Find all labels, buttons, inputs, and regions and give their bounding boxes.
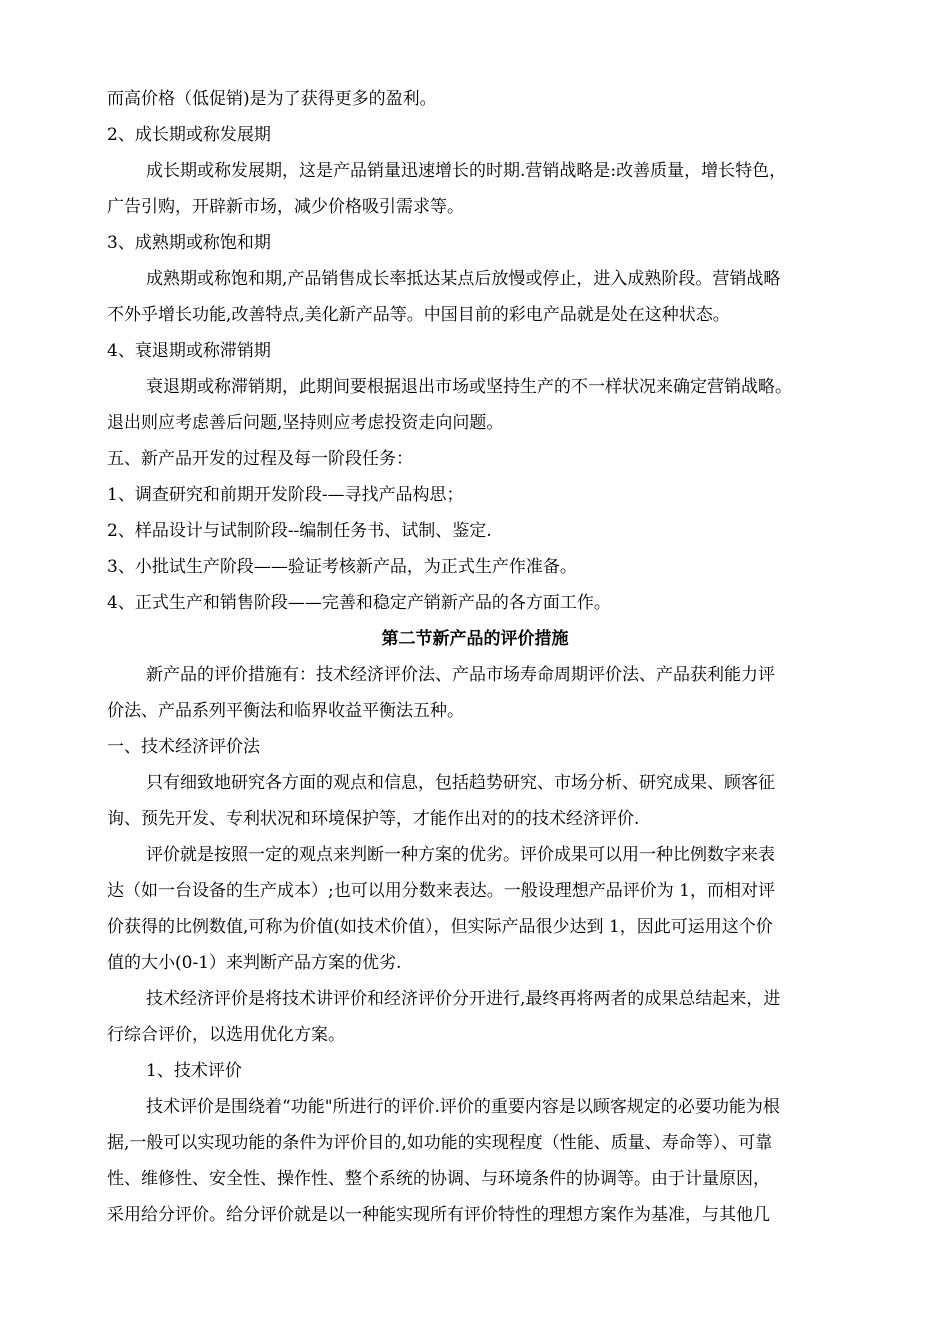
subsection-heading: 1、技术评价 <box>146 1061 242 1081</box>
paragraph-line: 广告引购，开辟新市场，减少价格吸引需求等。 <box>107 197 464 217</box>
subsection-heading: 2、成长期或称发展期 <box>107 125 271 145</box>
chapter-section-title: 第二节新产品的评价措施 <box>381 629 569 649</box>
text-line: 而高价格（低促销)是为了获得更多的盈利。 <box>107 89 437 109</box>
paragraph-line: 达（如一台设备的生产成本）;也可以用分数来表达。一般设理想产品评价为 1，而相对评 <box>107 881 775 901</box>
paragraph-line: 技术评价是围绕着“功能"所进行的评价.评价的重要内容是以顾客规定的必要功能为根 <box>146 1097 780 1117</box>
paragraph-line: 价法、产品系列平衡法和临界收益平衡法五种。 <box>107 701 464 721</box>
paragraph-line: 不外乎增长功能,改善特点,美化新产品等。中国目前的彩电产品就是处在这种状态。 <box>107 305 730 325</box>
paragraph-line: 值的大小(0-1）来判断产品方案的优劣. <box>107 953 402 973</box>
section-heading: 一、技术经济评价法 <box>107 737 260 757</box>
paragraph-line: 评价就是按照一定的观点来判断一种方案的优劣。评价成果可以用一种比例数字来表 <box>146 845 775 865</box>
list-item: 4、正式生产和销售阶段——完善和稳定产销新产品的各方面工作。 <box>107 593 611 613</box>
paragraph-line: 价获得的比例数值,可称为价值(如技术价值），但实际产品很少达到 1，因此可运用这个价 <box>107 917 773 937</box>
paragraph-line: 新产品的评价措施有：技术经济评价法、产品市场寿命周期评价法、产品获利能力评 <box>146 665 775 685</box>
paragraph-line: 衰退期或称滞销期，此期间要根据退出市场或坚持生产的不一样状况来确定营销战略。 <box>146 377 792 397</box>
list-item: 1、调查研究和前期开发阶段-—寻找产品构思； <box>107 485 464 505</box>
paragraph-line: 成长期或称发展期，这是产品销量迅速增长的时期.营销战略是:改善质量，增长特色， <box>146 161 787 181</box>
subsection-heading: 4、衰退期或称滞销期 <box>107 341 271 361</box>
section-heading: 五、新产品开发的过程及每一阶段任务： <box>107 449 413 469</box>
paragraph-line: 只有细致地研究各方面的观点和信息，包括趋势研究、市场分析、研究成果、顾客征 <box>146 773 775 793</box>
paragraph-line: 技术经济评价是将技术讲评价和经济评价分开进行,最终再将两者的成果总结起来，进 <box>146 989 781 1009</box>
paragraph-line: 据,一般可以实现功能的条件为评价目的,如功能的实现程度（性能、质量、寿命等）、可靠 <box>107 1133 773 1153</box>
list-item: 2、样品设计与试制阶段--编制任务书、试制、鉴定. <box>107 521 492 541</box>
paragraph-line: 性、维修性、安全性、操作性、整个系统的协调、与环境条件的协调等。由于计量原因， <box>107 1169 770 1189</box>
paragraph-line: 询、预先开发、专利状况和环境保护等，才能作出对的的技术经济评价. <box>107 809 640 829</box>
list-item: 3、小批试生产阶段——验证考核新产品，为正式生产作准备。 <box>107 557 577 577</box>
paragraph-line: 退出则应考虑善后问题,坚持则应考虑投资走向问题。 <box>107 413 504 433</box>
paragraph-line: 采用给分评价。给分评价就是以一种能实现所有评价特性的理想方案作为基准，与其他几 <box>107 1205 770 1225</box>
paragraph-line: 行综合评价，以选用优化方案。 <box>107 1025 345 1045</box>
subsection-heading: 3、成熟期或称饱和期 <box>107 233 271 253</box>
paragraph-line: 成熟期或称饱和期,产品销售成长率抵达某点后放慢或停止，进入成熟阶段。营销战略 <box>146 269 781 289</box>
